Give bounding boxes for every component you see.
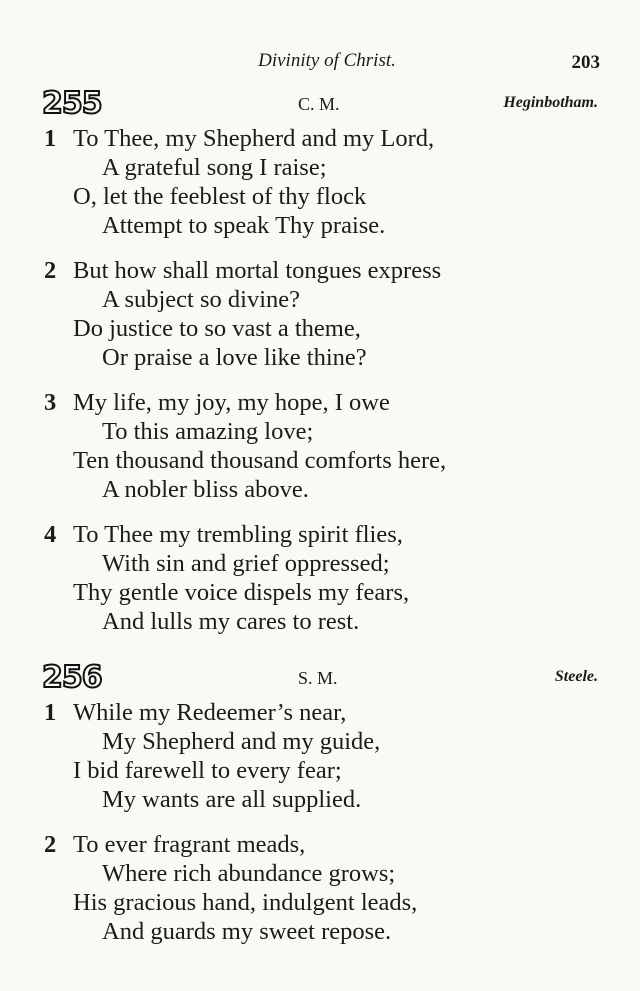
verse-number: 4 [44,521,57,548]
verse-line: My wants are all supplied. [102,786,362,813]
hymn-header [0,86,640,124]
verse-line: I bid farewell to every fear; [73,757,342,784]
hymn-256 [0,660,640,962]
verse-line: To Thee, my Shepherd and my Lord, [73,125,435,152]
verse-line: To Thee my trembling spirit flies, [73,521,403,548]
verse [0,124,640,240]
hymn-number: 255 [42,86,102,121]
verse-number: 2 [44,831,57,858]
verse-line: Or praise a love like thine? [102,344,367,371]
verse-line: Thy gentle voice dispels my fears, [73,579,410,606]
verse-line: Ten thousand thousand comforts here, [73,447,447,474]
verse [0,256,640,372]
verse [0,520,640,636]
verse [0,830,640,946]
verse-number: 3 [44,389,57,416]
hymn-255 [0,86,640,652]
page-number: 203 [571,52,600,73]
verse-line: To this amazing love; [102,418,314,445]
verse-line: While my Redeemer’s near, [73,699,347,726]
hymn-number: 256 [42,660,102,695]
running-head [0,50,640,80]
verse-line: O, let the feeblest of thy flock [73,183,367,210]
verse [0,388,640,504]
verse-line: And guards my sweet repose. [102,918,392,945]
verse-number: 1 [44,125,57,152]
verse-line: Attempt to speak Thy praise. [102,212,386,239]
hymn-meter: S. M. [298,668,338,688]
verse-line: With sin and grief oppressed; [102,550,390,577]
verse-line: Where rich abundance grows; [102,860,396,887]
verse-number: 2 [44,257,57,284]
verse-line: A nobler bliss above. [102,476,309,503]
verse [0,698,640,814]
hymn-composer: Steele. [554,668,598,685]
verse-line: But how shall mortal tongues express [73,257,442,284]
verse-line: A subject so divine? [102,286,301,313]
verse-line: A grateful song I raise; [102,154,327,181]
running-title: Divinity of Christ. [258,50,396,71]
verse-line: And lulls my cares to rest. [102,608,360,635]
verse-line: Do justice to so vast a theme, [73,315,361,342]
verse-line: His gracious hand, indulgent leads, [73,889,418,916]
verse-number: 1 [44,699,57,726]
hymn-composer: Heginbotham. [503,94,598,111]
verse-line: My life, my joy, my hope, I owe [73,389,390,416]
verse-line: My Shepherd and my guide, [102,728,381,755]
hymn-header [0,660,640,698]
hymn-meter: C. M. [298,94,340,114]
verse-line: To ever fragrant meads, [73,831,306,858]
